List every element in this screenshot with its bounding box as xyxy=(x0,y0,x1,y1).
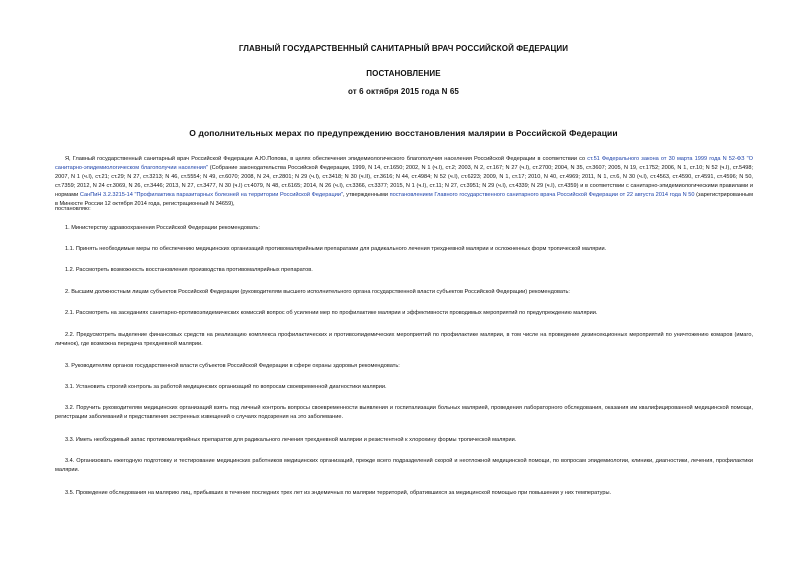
preamble-text-2: (Собрание законодательства Российской Федерации, 1999, N 14, ст.1650; 2002, N 1 (ч.I), ст.2; 2003, N 2, ст.167; N 27 (ч.I), ст.2700; 2004, N 35, ст.3607; 2005, N 19, ст.1752; 2006, N 1, ст.10; N 52 (ч.I), ст.5498; 2007, N 1 (ч.I), ст.21; ст.29; N 27, ст.3213; N 46, ст.5554; N 49, ст.6070; 2008, N 24, ст.2801; N 29 (ч.I), ст.3418; N 30 (ч.II), ст.3616; N 44, ст.4984; N 52 (ч.I), ст.6223; 2009, N 1, ст.17; 2010, N 40, ст.4969; 2011, N 1, ст.6, N 30 (ч.I), ст.4563, ст.4590, ст.4591, ст.4596; N 50, ст.7359; 2012, N 24 ст.3069, N 26, ст.3446; 2013, N 27, ст.3477, N 30 (ч.I) ст.4079, N 48, ст.6165; 2014, N 26 (ч.I), ст.3366, ст.3377; 2015, N 1 (ч.I), ст.11; N 27, ст.3951; N 29 (ч.I), ст.4339; N 29 (ч.I), ст.4359) и в соответствии с санитарно-эпидемиологическими правилами и нормами xyxy=(55,165,753,198)
list-item: 1.2. Рассмотреть возможность восстановления производства противомалярийных препаратов. xyxy=(65,267,313,273)
preamble-paragraph xyxy=(55,155,753,209)
list-item: 2. Высшим должностным лицам субъектов Российской Федерации (руководителям высшего исполнительного органа государственной власти субъектов Российской Федерации) рекомендовать: xyxy=(65,289,570,295)
list-item: 3. Руководителям органов государственной власти субъектов Российской Федерации в сфере охраны здоровья рекомендовать: xyxy=(65,363,400,369)
list-item: 3.4. Организовать ежегодную подготовку и тестирование медицинских работников медицинских организаций, прежде всего подразделений скорой и неотложной медицинской помощи, по вопросам эпидемиологии, клиники, диагностики, лечения, профилактики малярии. xyxy=(55,458,753,473)
document-title: О дополнительных мерах по предупреждению восстановления малярии в Российской Федерации xyxy=(189,128,618,138)
list-item: 3.2. Поручить руководителям медицинских организаций взять под личный контроль вопросы своевременности выявления и госпитализации больных малярией, проведения лабораторного обследования, оказания им квалифицированной медицинской помощи, регистрации заболеваний и представления экстренных извещений о случаях подозрения на это заболевание. xyxy=(55,405,753,420)
issuing-authority: ГЛАВНЫЙ ГОСУДАРСТВЕННЫЙ САНИТАРНЫЙ ВРАЧ РОССИЙСКОЙ ФЕДЕРАЦИИ xyxy=(238,44,569,53)
law-link[interactable]: ст.51 Федерального закона от 30 марта 1999 года N 52-ФЗ "О санитарно-эпидемиологическом благополучии населения" xyxy=(55,156,753,171)
list-item: 2.2. Предусмотреть выделение финансовых средств на реализацию комплекса профилактических и противоэпидемических мероприятий по профилактике малярии, в том числе на проведение дезинсекционных мероприятий по уничтожению комаров (имаго, личинок), где возможна передача трехдневной малярии. xyxy=(55,332,753,347)
document-type: ПОСТАНОВЛЕНИЕ xyxy=(366,69,441,78)
resolution-link[interactable]: постановлением Главного государственного санитарного врача Российской Федерации от 22 августа 2014 года N 50 xyxy=(389,192,695,198)
decree-word: постановляю: xyxy=(55,206,91,212)
preamble-text-1: Я, Главный государственный санитарный врач Российской Федерации А.Ю.Попова, в целях обеспечения эпидемиологического благополучия населения Российской Федерации в соответствии со xyxy=(65,156,588,162)
list-item: 3.5. Проведение обследования на малярию лиц, прибывших в течение последних трех лет из эндемичных по малярии территорий, обратившихся за медицинской помощью при повышении у них температуры. xyxy=(65,490,612,496)
preamble-text-4: (зарегистрированным в Минюсте России 12 октября 2014 года, регистрационный N 34659), xyxy=(55,192,753,207)
sanpin-link[interactable]: СанПиН 3.2.3215-14 "Профилактика паразитарных болезней на территории Российской Федерации" xyxy=(79,192,343,198)
preamble-text-3: , утвержденными xyxy=(342,192,390,198)
list-item: 1. Министерству здравоохранения Российской Федерации рекомендовать: xyxy=(65,225,260,231)
document-date-number: от 6 октября 2015 года N 65 xyxy=(348,87,459,96)
list-item: 1.1. Принять необходимые меры по обеспечению медицинских организаций противомалярийными препаратами для радикального лечения трехдневной малярии и осложненных форм тропической малярии. xyxy=(65,246,607,252)
list-item: 2.1. Рассмотреть на заседаниях санитарно-противоэпидемических комиссий вопрос об усилении мер по профилактике малярии и эффективности проводимых мероприятий по предупреждению малярии. xyxy=(65,310,598,316)
list-item: 3.3. Иметь необходимый запас противомалярийных препаратов для радикального лечения трехдневной малярии и резистентной к хлорохину формы тропической малярии. xyxy=(65,437,517,443)
list-item: 3.1. Установить строгий контроль за работой медицинских организаций по вопросам своевременной диагностики малярии. xyxy=(65,384,387,390)
